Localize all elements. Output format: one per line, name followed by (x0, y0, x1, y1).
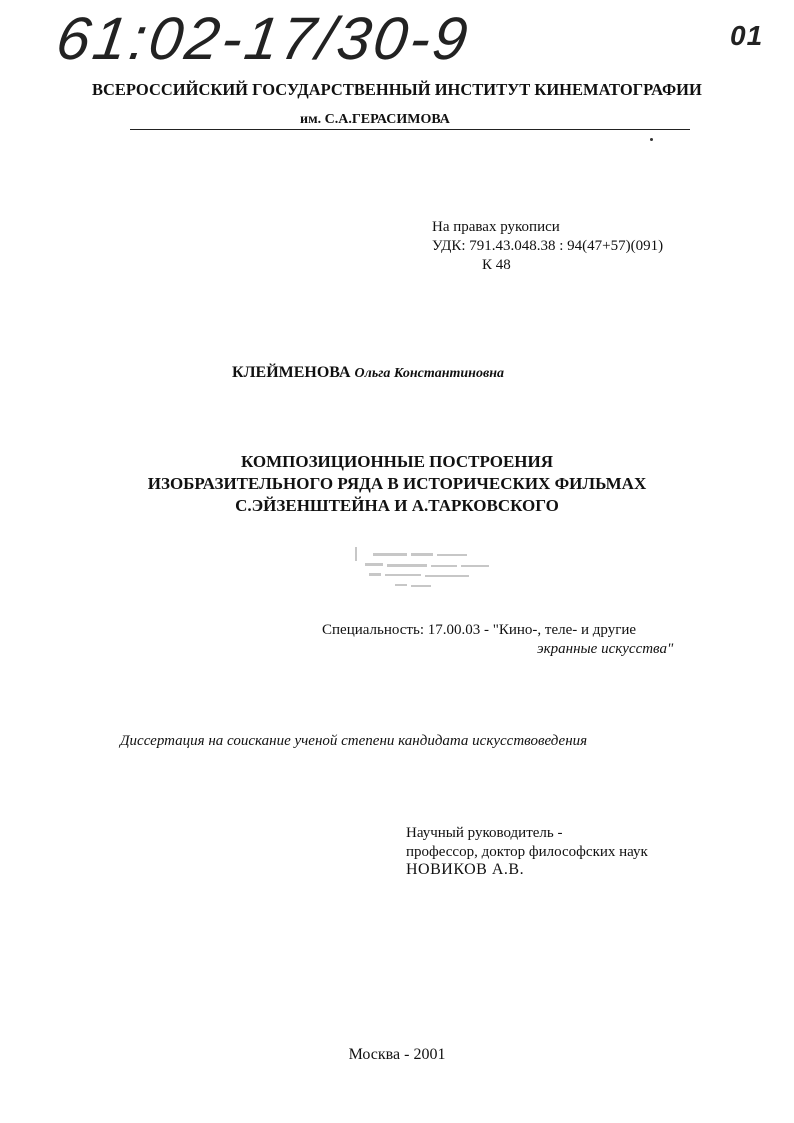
bbk-code: К 48 (482, 257, 511, 273)
author-surname: КЛЕЙМЕНОВА (232, 364, 351, 381)
author-given-names: Ольга Константиновна (354, 366, 504, 381)
author-name (232, 364, 504, 382)
scan-speck (650, 138, 653, 141)
supervisor-name: НОВИКОВ А.В. (406, 861, 525, 878)
place-and-year: Москва - 2001 (348, 1046, 446, 1063)
supervisor-degree: профессор, доктор философских наук (406, 844, 648, 860)
supervisor-role: Научный руководитель - (406, 825, 563, 841)
faded-library-stamp (345, 545, 505, 595)
dissertation-title-line-3: С.ЭЙЗЕНШТЕЙНА И А.ТАРКОВСКОГО (235, 496, 559, 515)
dissertation-title-line-2: ИЗОБРАЗИТЕЛЬНОГО РЯДА В ИСТОРИЧЕСКИХ ФИЛЬМАХ (147, 474, 647, 493)
handwritten-archive-number: 61:02-17/30-9 (52, 5, 475, 72)
udk-code: УДК: 791.43.048.38 : 94(47+57)(091) (432, 238, 664, 254)
dissertation-title-line-1: КОМПОЗИЦИОННЫЕ ПОСТРОЕНИЯ (240, 452, 554, 471)
handwritten-archive-code: 01 (730, 20, 764, 51)
speciality-line-2: экранные искусства" (537, 641, 674, 657)
manuscript-rights-note: На правах рукописи (432, 219, 560, 235)
dissertation-statement: Диссертация на соискание ученой степени кандидата искусствоведения (120, 733, 588, 749)
speciality-line-1: Специальность: 17.00.03 - "Кино-, теле- и другие (322, 622, 637, 638)
institute-subtitle: им. С.А.ГЕРАСИМОВА (300, 112, 450, 127)
institute-name: ВСЕРОССИЙСКИЙ ГОСУДАРСТВЕННЫЙ ИНСТИТУТ КИНЕМАТОГРАФИИ (92, 80, 702, 99)
header-divider (130, 129, 690, 130)
